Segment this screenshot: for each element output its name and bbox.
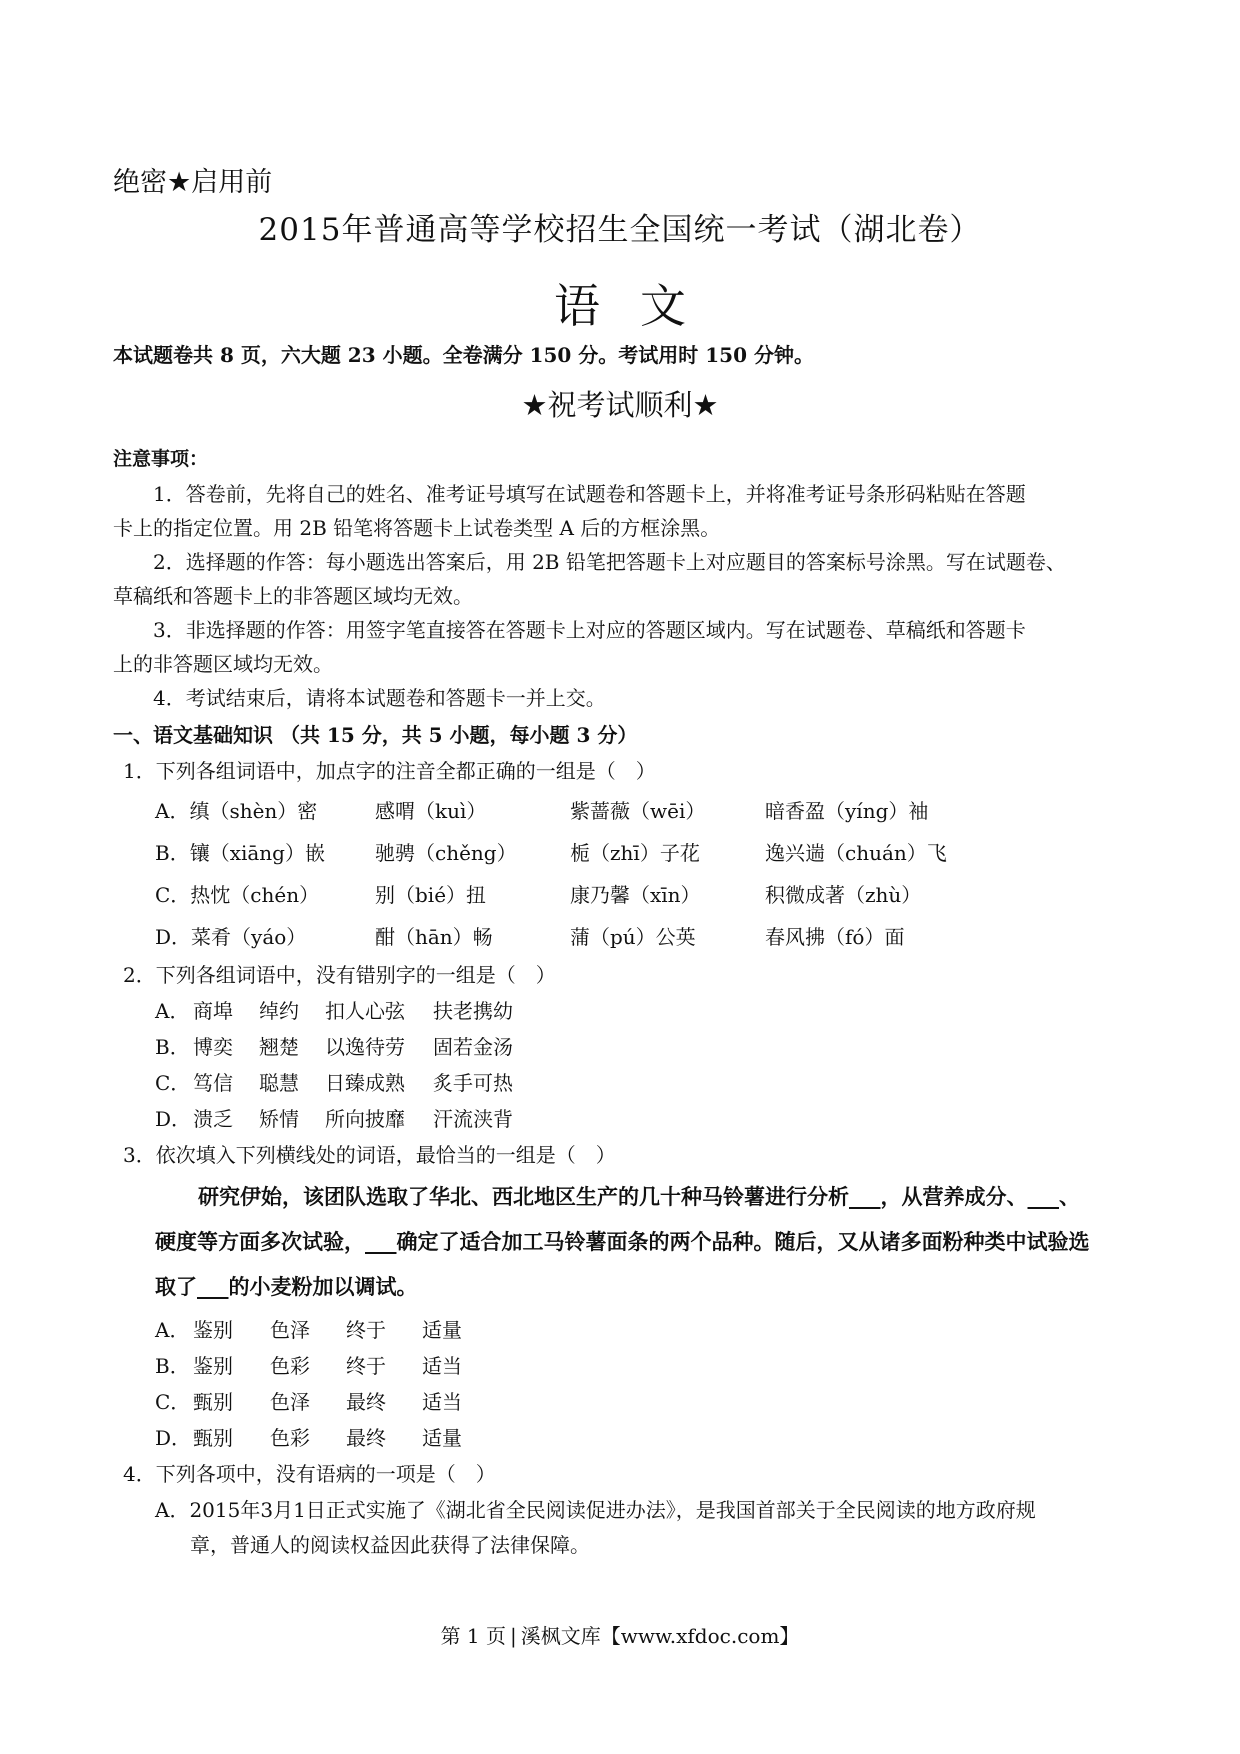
q3-option-a-word-4: 适量 <box>422 1318 462 1342</box>
q3-option-d-word-4: 适量 <box>422 1426 462 1450</box>
q2-option-b-word-2: 翘楚 <box>259 1035 299 1059</box>
q3-option-c-word-2: 色泽 <box>270 1390 310 1414</box>
q3-option-d-word-3: 最终 <box>346 1426 386 1450</box>
subject-title: 语文 <box>554 279 726 333</box>
q3-option-a-word-3: 终于 <box>346 1318 386 1342</box>
q1-option-b-2: 驰骋（chěng） <box>375 841 517 865</box>
q3-option-b-word-3: 终于 <box>346 1354 386 1378</box>
q1-option-a-2: 感喟（kuì） <box>375 799 487 823</box>
q3-option-c-letter: C． <box>155 1390 191 1414</box>
q1-option-b-4: 逸兴遄（chuán）飞 <box>765 841 947 865</box>
q3-option-d-letter: D． <box>155 1426 192 1450</box>
notice-item-4: 4．考试结束后，请将本试题卷和答题卡一并上交。 <box>153 686 606 710</box>
q3-option-c-word-4: 适当 <box>422 1390 462 1414</box>
exam-title: 2015年普通高等学校招生全国统一考试（湖北卷） <box>258 212 982 248</box>
question-4-stem: 4．下列各项中，没有语病的一项是（ ） <box>123 1462 496 1486</box>
q2-option-b-word-1: 博奕 <box>193 1035 233 1059</box>
q1-option-d-2: 酣（hān）畅 <box>375 925 493 949</box>
footer-source-link[interactable]: 溪枫文库【www.xfdoc.com】 <box>520 1624 800 1648</box>
q2-option-b-word-3: 以逸待劳 <box>325 1035 405 1059</box>
q2-option-a-word-4: 扶老携幼 <box>433 999 513 1023</box>
q1-option-d-4: 春风拂（fó）面 <box>765 925 905 949</box>
q2-option-b-letter: B． <box>155 1035 190 1059</box>
q2-option-c-word-4: 炙手可热 <box>433 1071 513 1095</box>
q3-option-a-word-1: 鉴别 <box>193 1318 233 1342</box>
q1-option-c-4: 积微成著（zhù） <box>765 883 922 907</box>
q3-option-b-letter: B． <box>155 1354 190 1378</box>
q1-option-d-1: D．菜肴（yáo） <box>155 925 307 949</box>
secret-label: 绝密★启用前 <box>113 167 273 198</box>
exam-intro: 本试题卷共 8 页，六大题 23 小题。全卷满分 150 分。考试用时 150 分钟。 <box>113 343 814 367</box>
question-1-stem: 1．下列各组词语中，加点字的注音全都正确的一组是（ ） <box>123 759 656 783</box>
q3-option-c-word-3: 最终 <box>346 1390 386 1414</box>
q4-option-a-line-2: 章，普通人的阅读权益因此获得了法律保障。 <box>190 1533 590 1557</box>
page-number: 第 1 页 <box>440 1624 507 1648</box>
notice-item-2-line-2: 草稿纸和答题卡上的非答题区域均无效。 <box>113 584 473 608</box>
notice-item-2-line-1: 2．选择题的作答：每小题选出答案后，用 2B 铅笔把答题卡上对应题目的答案标号涂黑。写在试题卷、 <box>153 550 1066 574</box>
notice-item-1-line-2: 卡上的指定位置。用 2B 铅笔将答题卡上试卷类型 A 后的方框涂黑。 <box>113 516 721 540</box>
q3-option-a-letter: A． <box>155 1318 190 1342</box>
footer-separator: | <box>510 1624 517 1648</box>
notice-item-3-line-1: 3．非选择题的作答：用签字笔直接答在答题卡上对应的答题区域内。写在试题卷、草稿纸和答题卡 <box>153 618 1026 642</box>
q3-option-c-word-1: 甄别 <box>193 1390 233 1414</box>
q2-option-d-letter: D． <box>155 1107 192 1131</box>
q1-option-c-2: 别（bié）扭 <box>375 883 487 907</box>
q2-option-c-word-3: 日臻成熟 <box>325 1071 405 1095</box>
notice-item-3-line-2: 上的非答题区域均无效。 <box>113 652 333 676</box>
q1-option-b-3: 栀（zhī）子花 <box>570 841 700 865</box>
q2-option-d-word-4: 汗流浃背 <box>433 1107 513 1131</box>
notice-heading: 注意事项： <box>113 448 209 470</box>
q1-option-a-1: A．缜（shèn）密 <box>155 799 318 823</box>
notice-item-1-line-1: 1．答卷前，先将自己的姓名、准考证号填写在试题卷和答题卡上，并将准考证号条形码粘贴在答题 <box>153 482 1026 506</box>
q2-option-a-word-2: 绰约 <box>259 999 299 1023</box>
q1-option-d-3: 蒲（pú）公英 <box>570 925 696 949</box>
page-footer <box>0 1620 1240 1649</box>
q2-option-d-word-2: 矫情 <box>259 1107 299 1131</box>
q2-option-a-word-1: 商埠 <box>193 999 233 1023</box>
q3-option-b-word-4: 适当 <box>422 1354 462 1378</box>
q4-option-a-line-1: A．2015年3月1日正式实施了《湖北省全民阅读促进办法》，是我国首部关于全民阅读的地方政府规 <box>155 1498 1036 1522</box>
q1-option-c-1: C．热忱（chén） <box>155 883 320 907</box>
q3-option-d-word-2: 色彩 <box>270 1426 310 1450</box>
q1-option-a-3: 紫蔷薇（wēi） <box>570 799 706 823</box>
q2-option-d-word-3: 所向披靡 <box>325 1107 405 1131</box>
question-3-stem: 3．依次填入下列横线处的词语，最恰当的一组是（ ） <box>123 1143 616 1167</box>
q3-passage-line-3: 取了___的小麦粉加以调试。 <box>155 1275 418 1299</box>
question-2-stem: 2．下列各组词语中，没有错别字的一组是（ ） <box>123 963 556 987</box>
section-1-title: 一、语文基础知识 （共 15 分，共 5 小题，每小题 3 分） <box>113 723 638 747</box>
q3-option-b-word-2: 色彩 <box>270 1354 310 1378</box>
q2-option-a-word-3: 扣人心弦 <box>325 999 405 1023</box>
good-luck-banner: ★祝考试顺利★ <box>521 388 719 422</box>
q3-option-d-word-1: 甄别 <box>193 1426 233 1450</box>
q3-passage-line-2: 硬度等方面多次试验，___确定了适合加工马铃薯面条的两个品种。随后，又从诸多面粉种类中试验选 <box>155 1230 1090 1254</box>
q1-option-b-1: B．镶（xiāng）嵌 <box>155 841 325 865</box>
q2-option-d-word-1: 溃乏 <box>193 1107 233 1131</box>
q1-option-a-4: 暗香盈（yíng）袖 <box>765 799 929 823</box>
q3-option-a-word-2: 色泽 <box>270 1318 310 1342</box>
q2-option-a-letter: A． <box>155 999 190 1023</box>
q2-option-c-word-1: 笃信 <box>193 1071 233 1095</box>
q3-passage-line-1: 研究伊始，该团队选取了华北、西北地区生产的几十种马铃薯进行分析___，从营养成分、___、 <box>198 1185 1080 1209</box>
q1-option-c-3: 康乃馨（xīn） <box>570 883 701 907</box>
q2-option-b-word-4: 固若金汤 <box>433 1035 513 1059</box>
q2-option-c-letter: C． <box>155 1071 191 1095</box>
q3-option-b-word-1: 鉴别 <box>193 1354 233 1378</box>
q2-option-c-word-2: 聪慧 <box>259 1071 299 1095</box>
